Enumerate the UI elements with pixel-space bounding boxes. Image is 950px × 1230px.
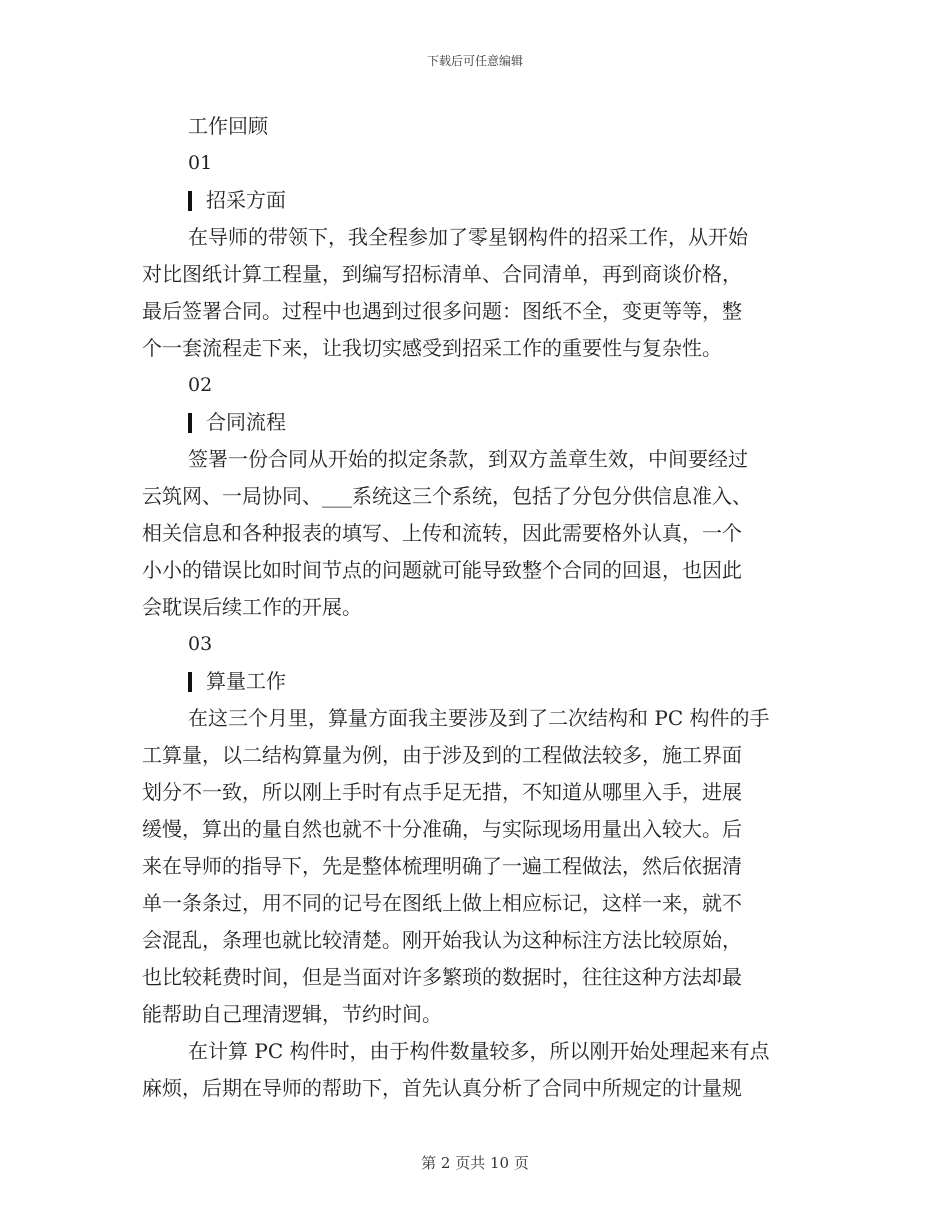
- paragraph-line: 在导师的带领下，我全程参加了零星钢构件的招采工作，从开始: [188, 225, 748, 249]
- paragraph-line: 在这三个月里，算量方面我主要涉及到了二次结构和 PC 构件的手: [188, 706, 770, 730]
- paragraph-line: 会混乱，条理也就比较清楚。刚开始我认为这种标注方法比较原始，: [142, 928, 742, 952]
- section-number-03: 03: [188, 633, 213, 655]
- page-footer: 第 2 页共 10 页: [421, 1154, 529, 1172]
- paragraph-line: 最后签署合同。过程中也遇到过很多问题：图纸不全，变更等等，整: [142, 299, 742, 323]
- heading-text: 招采方面: [206, 188, 286, 212]
- paragraph-line: 云筑网、一局协同、___系统这三个系统，包括了分包分供信息准入、: [142, 484, 752, 508]
- paragraph-line: 划分不一致，所以刚上手时有点手足无措，不知道从哪里入手，进展: [142, 780, 742, 804]
- paragraph-line: 也比较耗费时间，但是当面对许多繁琐的数据时，往往这种方法却最: [142, 965, 742, 989]
- section-number-02: 02: [188, 374, 213, 396]
- paragraph-line: 单一条条过，用不同的记号在图纸上做上相应标记，这样一来，就不: [142, 891, 742, 915]
- section-heading-02: [142, 404, 802, 441]
- document-body: [142, 108, 802, 1107]
- section-heading-01: [142, 182, 802, 219]
- section-title: 工作回顾: [188, 114, 268, 138]
- heading-bar-icon: [188, 413, 192, 433]
- paragraph-line: 在计算 PC 构件时，由于构件数量较多，所以刚开始处理起来有点: [188, 1039, 770, 1063]
- heading-text: 合同流程: [206, 410, 286, 434]
- page-header: 下载后可任意编辑: [426, 54, 523, 68]
- paragraph-line: 会耽误后续工作的开展。: [142, 595, 362, 619]
- section-heading-03: [142, 663, 802, 700]
- paragraph-line: 签署一份合同从开始的拟定条款，到双方盖章生效，中间要经过: [188, 447, 748, 471]
- paragraph-line: 缓慢，算出的量自然也就不十分准确，与实际现场用量出入较大。后: [142, 817, 742, 841]
- heading-bar-icon: [188, 672, 192, 692]
- heading-text: 算量工作: [206, 669, 286, 693]
- paragraph-line: 对比图纸计算工程量，到编写招标清单、合同清单，再到商谈价格，: [142, 262, 742, 286]
- paragraph-line: 来在导师的指导下，先是整体梳理明确了一遍工程做法，然后依据清: [142, 854, 742, 878]
- paragraph-line: 工算量，以二结构算量为例，由于涉及到的工程做法较多，施工界面: [142, 743, 742, 767]
- paragraph-line: 能帮助自己理清逻辑，节约时间。: [142, 1002, 442, 1026]
- heading-bar-icon: [188, 191, 192, 211]
- paragraph-line: 小小的错误比如时间节点的问题就可能导致整个合同的回退，也因此: [142, 558, 742, 582]
- paragraph-line: 相关信息和各种报表的填写、上传和流转，因此需要格外认真，一个: [142, 521, 742, 545]
- section-number-01: 01: [188, 152, 213, 174]
- paragraph-line: 麻烦，后期在导师的帮助下，首先认真分析了合同中所规定的计量规: [142, 1076, 742, 1100]
- paragraph-line: 个一套流程走下来，让我切实感受到招采工作的重要性与复杂性。: [142, 336, 722, 360]
